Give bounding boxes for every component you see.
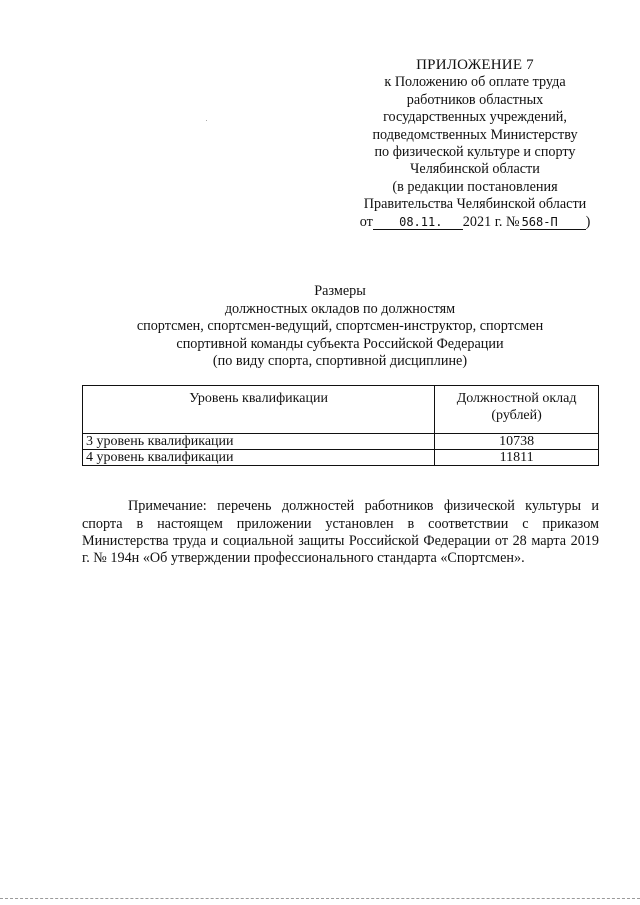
- salary-table: [82, 385, 599, 466]
- resolution-year: 2021 г. №: [462, 213, 520, 230]
- title-line: спортсмен, спортсмен-ведущий, спортсмен-инструктор, спортсмен: [136, 318, 544, 335]
- note-paragraph: Примечание: перечень должностей работников физической культуры и спорта в настоящем приложении установлен в соответствии с приказом Министерства труда и социальной защиты Российской Федерации от 28 марта 2019 г. № 194н «Об утверждении профессионального стандарта «Спортсмен».: [82, 498, 599, 567]
- appendix-line: работников областных: [406, 91, 544, 108]
- appendix-line: Правительства Челябинской области: [363, 196, 587, 213]
- title-line: должностных окладов по должностям: [224, 300, 456, 317]
- appendix-header: [340, 57, 610, 231]
- document-title: [80, 283, 600, 371]
- title-line: Размеры: [314, 283, 366, 299]
- title-line: (по виду спорта, спортивной дисциплине): [212, 353, 468, 370]
- title-line: спортивной команды субъекта Российской Федерации: [176, 335, 504, 352]
- appendix-date-line: [340, 214, 610, 231]
- salary-amount-cell: 10738: [435, 434, 599, 450]
- header-salary: [435, 386, 599, 434]
- table-row: [83, 450, 599, 466]
- scan-speck: [206, 120, 207, 121]
- qualification-level-cell: 4 уровень квалификации: [83, 450, 435, 466]
- appendix-line: по физической культуре и спорту: [374, 144, 576, 161]
- table-row: [83, 434, 599, 450]
- appendix-line: (в редакции постановления: [392, 178, 558, 195]
- date-prefix: от: [359, 213, 373, 230]
- salary-amount-cell: 11811: [435, 450, 599, 466]
- header-salary-line2: (рублей): [491, 408, 542, 423]
- header-qualification-level: Уровень квалификации: [83, 386, 435, 434]
- table-header-row: [83, 386, 599, 434]
- close-paren: ): [585, 213, 591, 230]
- appendix-line: к Положению об оплате труда: [384, 74, 566, 91]
- page-bottom-rule: [0, 898, 640, 899]
- appendix-heading: ПРИЛОЖЕНИЕ 7: [416, 57, 534, 73]
- appendix-line: Челябинской области: [410, 161, 540, 178]
- appendix-line: государственных учреждений,: [383, 109, 567, 126]
- resolution-number: 568-П: [520, 215, 586, 230]
- resolution-date: 08.11.: [373, 215, 463, 230]
- appendix-line: подведомственных Министерству: [372, 126, 578, 143]
- header-salary-line1: Должностной оклад: [456, 391, 577, 406]
- qualification-level-cell: 3 уровень квалификации: [83, 434, 435, 450]
